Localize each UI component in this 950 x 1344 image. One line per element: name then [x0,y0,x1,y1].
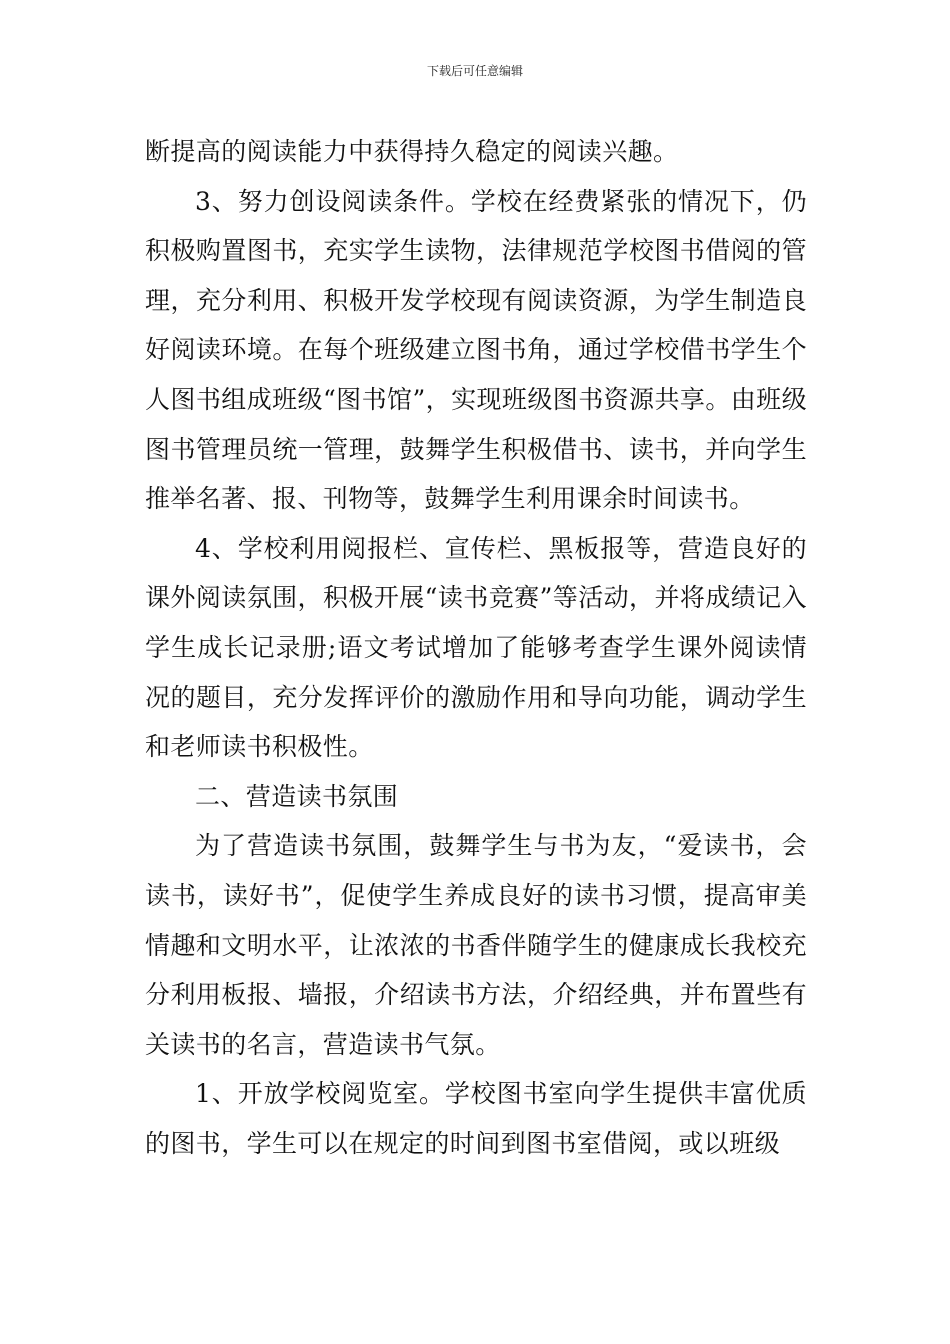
paragraph-continuation: 断提高的阅读能力中获得持久稳定的阅读兴趣。 [145,137,679,166]
document-body [145,127,807,1168]
paragraph-intro: 为了营造读书氛围，鼓舞学生与书为友，“爱读书，会读书，读好书”，促使学生养成良好的读书习惯，提高审美情趣和文明水平，让浓浓的书香伴随学生的健康成长我校充分利用板报、墙报，介绍读书方法，介绍经典，并布置些有关读书的名言，营造读书气氛。 [145,831,807,1059]
page-header: 下载后可任意编辑 [426,64,523,78]
paragraph-item-4: 4、学校利用阅报栏、宣传栏、黑板报等，营造良好的课外阅读氛围，积极开展“读书竞赛”等活动，并将成绩记入学生成长记录册;语文考试增加了能够考查学生课外阅读情况的题目，充分发挥评价的激励作用和导向功能，调动学生和老师读书积极性。 [145,533,807,762]
paragraph-item-1: 1、开放学校阅览室。学校图书室向学生提供丰富优质的图书，学生可以在规定的时间到图书室借阅，或以班级 [145,1079,807,1158]
paragraph-item-3: 3、努力创设阅读条件。学校在经费紧张的情况下，仍积极购置图书，充实学生读物，法律规范学校图书借阅的管理，充分利用、积极开发学校现有阅读资源，为学生制造良好阅读环境。在每个班级建立图书角，通过学校借书学生个人图书组成班级“图书馆”，实现班级图书资源共享。由班级图书管理员统一管理，鼓舞学生积极借书、读书，并向学生推举名著、报、刊物等，鼓舞学生利用课余时间读书。 [145,186,807,514]
section-heading: 二、营造读书氛围 [195,781,399,811]
